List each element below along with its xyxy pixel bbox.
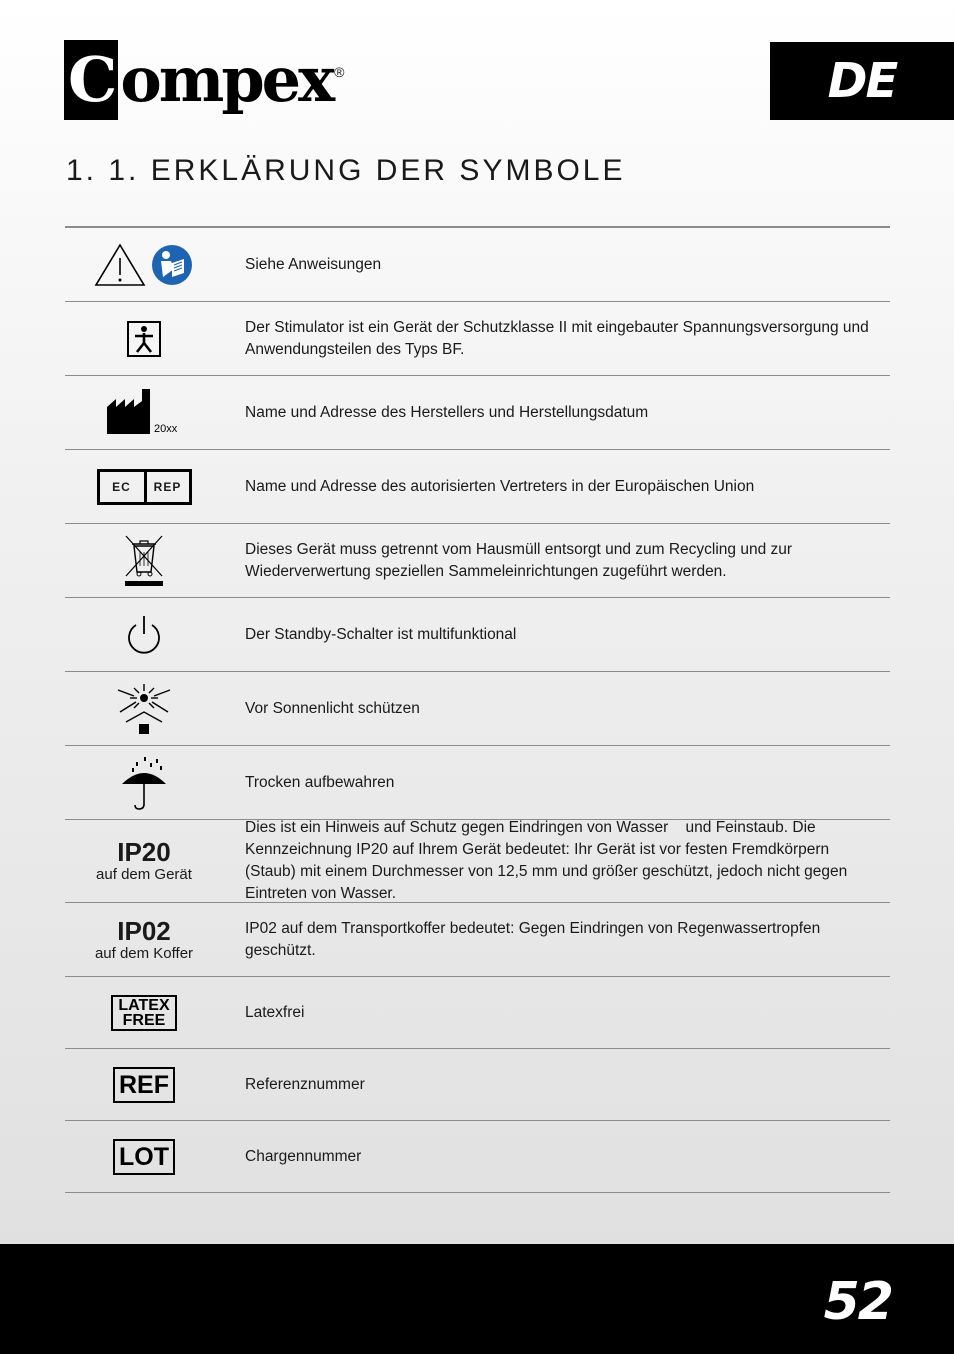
symbol-cell [65, 387, 223, 439]
table-row [65, 228, 890, 302]
symbol-description: Der Stimulator ist ein Gerät der Schutzklasse II mit eingebauter Spannungsversorgung und Anwendungsteilen des Typs BF. [245, 318, 869, 358]
symbol-cell [65, 682, 223, 736]
table-row [65, 524, 890, 598]
standby-power-icon [124, 614, 164, 656]
table-row [65, 598, 890, 672]
table-row [65, 746, 890, 820]
latex-free-icon: LATEX FREE [111, 995, 177, 1031]
symbol-cell [65, 754, 223, 812]
symbol-description: Der Standby-Schalter ist multifunktional [245, 625, 517, 643]
warning-icon [94, 242, 146, 288]
symbol-description: Referenznummer [245, 1075, 365, 1093]
symbol-cell [65, 1139, 223, 1175]
page-title: 1. 1. ERKLÄRUNG DER SYMBOLE [66, 154, 626, 187]
symbol-cell [65, 242, 223, 288]
logo-wordmark: Compex [64, 40, 332, 120]
manufacture-date-label: 20xx [154, 422, 178, 435]
symbol-description: Vor Sonnenlicht schützen [245, 699, 420, 717]
ref-icon: REF [113, 1067, 175, 1103]
type-bf-applied-part-icon [126, 320, 162, 358]
symbol-cell [65, 320, 223, 358]
symbol-cell [65, 614, 223, 656]
page-footer [0, 1244, 954, 1354]
ip-sublabel: auf dem Gerät [96, 866, 192, 883]
table-row [65, 903, 890, 977]
table-row [65, 376, 890, 450]
symbol-description: Name und Adresse des Herstellers und Herstellungsdatum [245, 403, 649, 421]
symbol-description: Dieses Gerät muss getrennt vom Hausmüll entsorgt und zum Recycling und zur Wiederverwertung speziellen Sammeleinrichtungen zugeführt werden. [245, 540, 793, 580]
rep-label: REP [153, 479, 182, 494]
registered-mark: ® [334, 64, 345, 80]
ip-code: IP20 [117, 837, 171, 867]
symbol-cell [65, 917, 223, 963]
ec-rep-icon [97, 469, 192, 505]
lot-icon: LOT [113, 1139, 175, 1175]
symbol-description: Dies ist ein Hinweis auf Schutz gegen Eindringen von Wasser und Feinstaub. Die Kennzeichnung IP20 auf Ihrem Gerät bedeutet: Ihr Gerät ist vor festen Fremdkörpern (Staub) mit einem Durchmesser von 12,5 mm und größer geschützt, jedoch nicht gegen Eintreten von Wasser. [245, 819, 852, 902]
symbol-cell [65, 534, 223, 588]
table-row [65, 450, 890, 524]
compex-logo [64, 40, 344, 120]
table-row [65, 977, 890, 1049]
symbol-cell [65, 838, 223, 884]
language-tab: DE [770, 42, 954, 120]
manufacturer-icon [106, 387, 152, 435]
table-row [65, 302, 890, 376]
ip20-label [96, 838, 192, 884]
symbol-cell [65, 995, 223, 1031]
table-row [65, 1121, 890, 1193]
table-row [65, 819, 890, 903]
symbol-description: IP02 auf dem Transportkoffer bedeutet: Gegen Eindringen von Regenwassertropfen geschützt. [245, 919, 821, 959]
keep-dry-umbrella-icon [119, 754, 169, 812]
symbol-cell [65, 469, 223, 505]
ip-sublabel: auf dem Koffer [94, 944, 194, 962]
symbol-description: Trocken aufbewahren [245, 773, 395, 791]
symbol-description: Chargennummer [245, 1147, 362, 1165]
symbols-table [65, 226, 890, 1193]
symbol-cell [65, 1067, 223, 1103]
page-number: 52 [823, 1272, 892, 1332]
table-row [65, 672, 890, 746]
symbol-description: Siehe Anweisungen [245, 255, 382, 273]
ip02-label [95, 917, 193, 963]
ip-code: IP02 [117, 915, 171, 946]
symbol-description: Latexfrei [245, 1003, 305, 1021]
symbol-description: Name und Adresse des autorisierten Vertreters in der Europäischen Union [245, 477, 755, 495]
manual-icon [150, 243, 194, 287]
weee-crossed-bin-icon [122, 534, 166, 588]
table-row [65, 1049, 890, 1121]
ec-label: EC [100, 472, 147, 502]
keep-away-sunlight-icon [114, 682, 174, 736]
